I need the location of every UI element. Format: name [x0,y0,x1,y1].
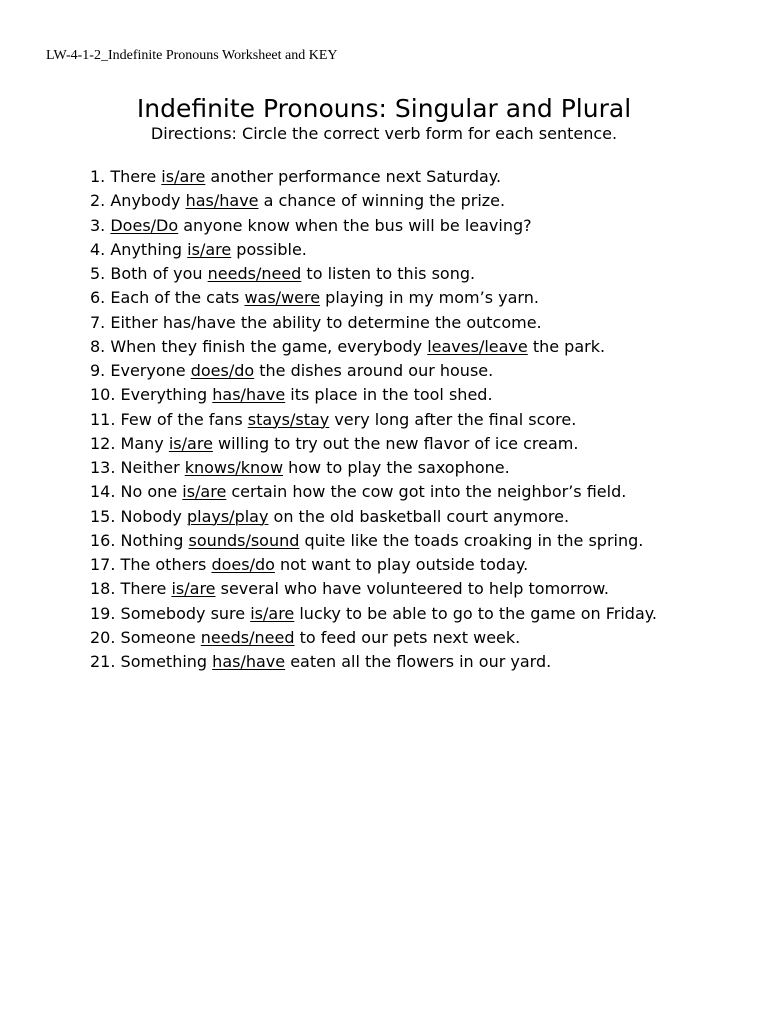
sentence-text-after: its place in the tool shed. [285,385,493,405]
sentence-text-after: playing in my mom’s yarn. [320,288,539,308]
item-number: 7. [90,312,106,332]
item-number: 17. [90,555,116,574]
sentence-text-before: Many [120,433,169,453]
item-number: 21. [90,652,116,671]
verb-choice: needs/need [200,627,295,647]
document-header: LW-4-1-2_Indefinite Pronouns Worksheet and KEY [46,48,338,63]
sentence-item [90,262,657,286]
verb-choice: does/do [211,555,275,574]
item-number: 8. [90,336,106,356]
sentence-item [90,456,657,480]
item-number: 10. [90,385,116,405]
sentence-item [90,529,657,553]
sentence-text-after: several who have volunteered to help tomorrow. [215,579,609,599]
verb-choice: is/are [250,603,295,623]
sentence-text-after: possible. [231,239,307,259]
item-number: 3. [90,215,106,235]
item-number: 11. [90,409,116,429]
sentence-text-after: on the old basketball court anymore. [268,506,570,526]
sentence-text-before: Nothing [120,530,189,550]
sentence-item [90,359,657,383]
item-number: 13. [90,458,116,477]
sentence-text-after: not want to play outside today. [274,555,529,574]
sentence-item [90,214,657,238]
verb-choice: sounds/sound [188,530,300,550]
verb-choice: is/are [161,167,206,186]
sentence-text-before: Everything [120,385,213,405]
page-title: Indefinite Pronouns: Singular and Plural [136,94,632,123]
item-number: 14. [90,482,116,502]
verb-choice: knows/know [184,458,284,477]
sentence-text-before: No one [120,482,183,502]
sentence-text-after: anyone know when the bus will be leaving? [178,215,532,235]
sentence-text-before: When they finish the game, everybody [110,336,428,356]
sentence-text-before: There [110,167,162,186]
item-number: 5. [90,264,106,283]
item-number: 6. [90,288,106,308]
sentence-item [90,189,657,213]
sentence-text-before: Somebody sure [120,603,251,623]
sentence-text-before: Something [120,652,213,671]
verb-choice: needs/need [207,264,302,283]
sentence-text-after: the dishes around our house. [254,361,494,380]
sentence-item [90,480,657,504]
verb-choice: is/are [187,239,232,259]
sentence-text-after: lucky to be able to go to the game on Friday. [294,603,658,623]
sentence-item [90,165,657,189]
sentence-text-before: Both of you [110,264,208,283]
verb-choice: is/are [182,482,227,502]
item-number: 19. [90,603,116,623]
sentence-text-before: Few of the fans [120,409,248,429]
sentence-item [90,650,657,674]
directions: Directions: Circle the correct verb form for each sentence. [150,124,618,143]
verb-choice: has/have [212,385,286,405]
item-number: 2. [90,191,106,211]
sentence-text-after: to feed our pets next week. [294,627,521,647]
verb-choice: leaves/leave [427,336,528,356]
item-number: 12. [90,433,116,453]
verb-choice: is/are [171,579,216,599]
sentence-text-before: Either has/have the ability to determine the outcome. [110,312,542,332]
item-number: 16. [90,530,116,550]
sentence-text-after: willing to try out the new flavor of ice cream. [212,433,579,453]
sentence-text-before: The others [120,555,212,574]
sentence-text-before: Nobody [120,506,187,526]
sentence-text-after: how to play the saxophone. [283,458,510,477]
sentence-text-after: eaten all the flowers in our yard. [285,652,552,671]
sentence-text-after: the park. [527,336,606,356]
verb-choice: has/have [212,652,286,671]
sentence-item [90,408,657,432]
sentence-item [90,311,657,335]
verb-choice: was/were [244,288,321,308]
sentence-text-after: very long after the final score. [329,409,577,429]
item-number: 1. [90,167,106,186]
sentence-text-before: Each of the cats [110,288,245,308]
sentence-text-before: Everyone [110,361,191,380]
sentence-item [90,602,657,626]
sentence-item [90,238,657,262]
sentence-text-before: Neither [120,458,185,477]
sentence-item [90,383,657,407]
item-number: 9. [90,361,106,380]
item-number: 4. [90,239,106,259]
verb-choice: plays/play [186,506,269,526]
sentence-item [90,553,657,577]
sentence-item [90,432,657,456]
sentence-text-after: a chance of winning the prize. [258,191,506,211]
sentence-item [90,626,657,650]
sentence-item [90,335,657,359]
sentence-text-before: Anything [110,239,188,259]
sentence-text-after: to listen to this song. [301,264,476,283]
sentence-item [90,505,657,529]
sentence-text-after: quite like the toads croaking in the spring. [299,530,644,550]
verb-choice: is/are [168,433,213,453]
verb-choice: Does/Do [110,215,179,235]
sentence-text-before: Someone [120,627,201,647]
verb-choice: does/do [190,361,255,380]
verb-choice: has/have [185,191,259,211]
sentence-text-before: Anybody [110,191,186,211]
sentence-item [90,286,657,310]
sentence-item [90,577,657,601]
item-number: 20. [90,627,116,647]
sentence-list [90,165,657,674]
sentence-text-after: another performance next Saturday. [205,167,502,186]
item-number: 18. [90,579,116,599]
verb-choice: stays/stay [247,409,330,429]
sentence-text-after: certain how the cow got into the neighbor’s field. [226,482,627,502]
item-number: 15. [90,506,116,526]
sentence-text-before: There [120,579,172,599]
